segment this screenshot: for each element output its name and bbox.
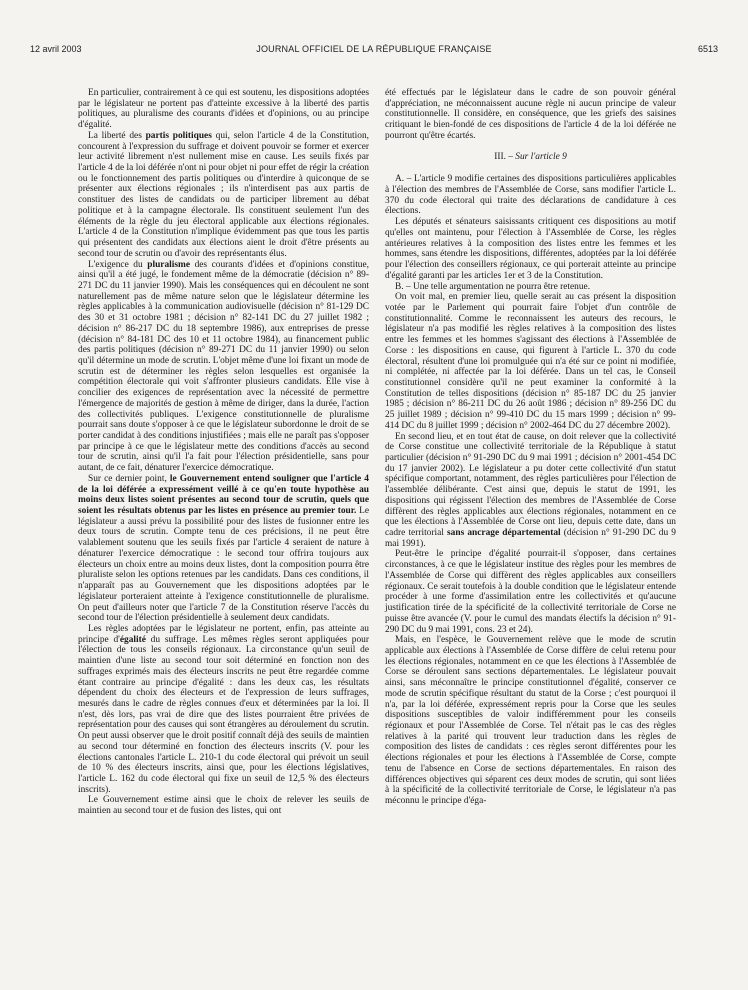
- text-run: La liberté des: [88, 130, 146, 141]
- bold-term: pluralisme: [147, 259, 190, 270]
- paragraph: été effectués par le législateur dans le cadre de son pouvoir général d'appréciation, ne méconnaissent aucune règle ni aucun principe de valeur constitutionnelle. Il considère, en conséquence, que les griefs des saisines critiquant le bien-fondé de ces dispositions de l'article 4 de la loi déférée ne pourront qu'être écartés.: [385, 88, 676, 141]
- text-run: qui, selon l'article 4 de la Constitution, concourent à l'expression du suffrage et doivent pouvoir se former et exercer leur activité librement n'est nullement mise en cause. Les seuils fixés par l'article 4 de la loi déférée n'ont ni pour objet ni pour effet de régir la création ou le fonctionnement des partis politiques ou d'interdire à quiconque de se présenter aux élections régionales ; ils n'interdisent pas aux partis de constituer des listes de candidats ou de participer librement au débat politique et à la campagne électorale. Ils constituent seulement l'un des éléments de la règle du jeu électoral applicable aux élections régionales. L'article 4 de la Constitution n'implique évidemment pas que tous les partis qui présentent des candidats aux élections aient le droit d'être présents au second tour de scrutin ou d'avoir des représentants élus.: [78, 130, 369, 259]
- header-page-number: 6513: [697, 44, 718, 54]
- header-title: JOURNAL OFFICIEL DE LA RÉPUBLIQUE FRANÇAISE: [256, 44, 492, 54]
- paragraph: B. – Une telle argumentation ne pourra être retenue.: [395, 281, 591, 292]
- paragraph: A. – L'article 9 modifie certaines des dispositions particulières applicables à l'élection des membres de l'Assemblée de Corse, sans modifier l'article L. 370 du code électoral qui traite des déclarations de candidature à ces élections.: [385, 174, 676, 217]
- bold-passage: le Gouvernement entend souligner que l'article 4 de la loi déférée a expressément veillé à ce qu'en toute hypothèse au moins deux listes soient présentes au second tour de scrutin, quels que soient les résultats obtenus par les listes en présence au premier tour.: [78, 473, 369, 517]
- right-column: [385, 88, 676, 807]
- paragraph: Le Gouvernement estime ainsi que le choix de relever les seuils de maintien au second tour et de fusion des listes, qui ont: [78, 795, 369, 817]
- paragraph: Peut-être le principe d'égalité pourrait-il s'opposer, dans certaines circonstances, à ce que le législateur institue des règles pour les membres de l'Assemblée de Corse qui diffèrent des règles applicables aux conseillers régionaux. Ce serait toutefois à la double condition que le législateur entende procéder à une forme d'assimilation entre les collectivités et qu'aucune justification tirée de la spécificité de la collectivité territoriale de Corse ne puisse être avancée (V. pour le cumul des mandats électifs la décision n° 91-290 DC du 9 mai 1991, cons. 23 et 24).: [385, 549, 676, 635]
- text-run: Sur ce dernier point,: [88, 473, 170, 484]
- paragraph: [78, 260, 369, 474]
- paragraph: Mais, en l'espèce, le Gouvernement relève que le mode de scrutin applicable aux élections à l'Assemblée de Corse diffère de celui retenu pour les élections régionales, notamment en ce que les élections à l'Assemblée de Corse se déroulent sans sections départementales. Le législateur pouvait ainsi, sans méconnaître le principe constitutionnel d'égalité, conserver ce mode de scrutin spécifique résultant du statut de la Corse ; c'est pourquoi il n'a, par la loi déférée, expressément repris pour la Corse que les seules dispositions susceptibles de valoir indifféremment pour les conseils régionaux et pour l'Assemblée de Corse. Tel n'était pas le cas des règles relatives à la parité qui trouvent leur traduction dans les règles de composition des listes de candidats : ces règles seront différentes pour les élections régionales et pour les élections à l'Assemblée de Corse, compte tenu de l'absence en Corse de sections départementales. En raison des différences objectives qui séparent ces deux modes de scrutin, qui sont liées à la spécificité de la collectivité territoriale de Corse, le législateur n'a pas méconnu le principe d'éga-: [385, 635, 676, 806]
- heading-number: III. –: [494, 151, 516, 162]
- paragraph: En particulier, contrairement à ce qui est soutenu, les dispositions adoptées par le législateur ne portent pas d'atteinte excessive à la liberté des partis politiques, au pluralisme des courants d'idées et d'opinions, ou au principe d'égalité.: [78, 88, 369, 131]
- text-run: du suffrage. Les mêmes règles seront appliquées pour l'élection de tous les conseils régionaux. La circonstance qu'un seuil de maintien d'une liste au second tour soit déterminé en fonction non des suffrages exprimés mais des électeurs inscrits ne peut être regardée comme étant contraire au principe d'égalité : dans les deux cas, les résultats dépendent du choix des électeurs et de l'expression de leurs suffrages, mesurés dans le cadre de règles connues d'eux et déterminées par la loi. Il n'est, dès lors, pas vrai de dire que des listes pourraient être privées de représentation pour des causes qui sont étrangères au déroulement du scrutin. On peut aussi observer que le droit positif connaît déjà des seuils de maintien au second tour déterminé en fonction des électeurs inscrits (V. pour les élections cantonales l'article L. 210-1 du code électoral qui prévoit un seuil de 10 % des électeurs inscrits, ainsi que, pour les élections législatives, l'article L. 162 du code électoral qui fixe un seuil de 12,5 % des électeurs inscrits).: [78, 634, 369, 795]
- bold-term: partis politiques: [145, 130, 212, 141]
- bold-term: sans ancrage départemental: [447, 528, 561, 539]
- bold-term: égalité: [119, 634, 146, 645]
- text-run: Le législateur a aussi prévu la possibilité pour des listes de fusionner entre les deux tours de scrutin. Compte tenu de ces précisions, il ne peut être valablement soutenu que les seuils fixés par l'article 4 seraient de nature à dénaturer l'exercice démocratique : le second tour offrira toujours aux électeurs un choix entre au moins deux listes, dont la composition pourra être pluraliste selon les options retenues par les candidats. Dans ces conditions, il n'apparaît pas au Gouvernement que les dispositions adoptées par le législateur porteraient atteinte à l'exigence constitutionnelle de pluralisme. On peut d'ailleurs noter que l'article 7 de la Constitution réserve l'accès du second tour de l'élection présidentielle à seulement deux candidats.: [78, 506, 369, 624]
- section-heading: [385, 152, 676, 163]
- text-run: Les règles adoptées par le législateur ne portent, enfin, pas atteinte au principe d': [78, 623, 369, 645]
- paragraph: [78, 624, 369, 796]
- header-date: 12 avril 2003: [30, 44, 82, 54]
- page-header: [30, 44, 718, 58]
- heading-title: Sur l'article 9: [515, 151, 567, 162]
- paragraph: [78, 131, 369, 260]
- text-run: L'exigence du: [88, 259, 148, 270]
- text-run: En second lieu, et en tout état de cause, on doit relever que la collectivité de Corse constitue une collectivité territoriale de la République à statut particulier (décision n° 91-290 DC du 9 mai 1991 ; décision n° 2001-454 DC du 17 janvier 2002). Le législateur a pu doter cette collectivité d'un statut spécifique comportant, notamment, des règles particulières pour l'élection de l'assemblée délibérante. C'est ainsi que, depuis le statut de 1991, les dispositions qui régissent l'élection des membres de l'Assemblée de Corse diffèrent des règles applicables aux élections régionales, notamment en ce que les élections à l'Assemblée de Corse ont lieu, depuis cette date, dans un cadre territorial: [385, 431, 676, 539]
- paragraph: [78, 474, 369, 624]
- paragraph: On voit mal, en premier lieu, quelle serait au cas présent la disposition votée par le Parlement qui pourrait faire l'objet d'un contrôle de constitutionnalité. Comme le reconnaissent les auteurs des recours, le législateur n'a pas modifié les règles relatives à la composition des listes entre les femmes et les hommes s'agissant des élections à l'Assemblée de Corse : les dispositions en cause, qui figurent à l'article L. 370 du code électoral, résultent d'une loi promulguée qui n'a été sur ce point ni modifiée, ni complétée, ni affectée par la loi déférée. Dans un tel cas, le Conseil constitutionnel considère qu'il ne peut examiner la conformité à la Constitution de telles dispositions (décision n° 85-187 DC du 25 janvier 1985 ; décision n° 86-211 DC du 26 août 1986 ; décision n° 89-256 DC du 25 juillet 1989 ; décision n° 99-410 DC du 15 mars 1999 ; décision n° 99-414 DC du 8 juillet 1999 ; décision n° 2002-464 DC du 27 décembre 2002).: [385, 292, 676, 431]
- paragraph: Les députés et sénateurs saisissants critiquent ces dispositions au motif qu'elles ont maintenu, pour l'élection à l'Assemblée de Corse, les règles antérieures relatives à la composition des listes entre les femmes et les hommes, sans étendre les dispositions, différentes, adoptées par la loi déférée pour l'élection des conseillers régionaux, ce qui porterait atteinte au principe d'égalité garanti par les articles 1er et 3 de la Constitution.: [385, 217, 676, 281]
- text-run: des courants d'idées et d'opinions constitue, ainsi qu'il a été jugé, le fondement même de la démocratie (décision n° 89-271 DC du 11 janvier 1990). Mais les conséquences qui en découlent ne sont naturellement pas de même nature selon que le législateur détermine les règles applicables à la communication audiovisuelle (décision n° 81-129 DC des 30 et 31 octobre 1981 ; décision n° 82-141 DC du 27 juillet 1982 ; décision n° 86-217 DC du 18 septembre 1986), aux entreprises de presse (décision n° 84-181 DC des 10 et 11 octobre 1984), au financement public des partis politiques (décision n° 89-271 DC du 11 janvier 1990) ou selon qu'il détermine un mode de scrutin. L'objet même d'une loi fixant un mode de scrutin est de déterminer les règles selon lesquelles est organisée la compétition électorale qui voit s'affronter plusieurs candidats. Elle vise à concilier des exigences de représentation avec la nécessité de permettre l'émergence de majorités de gestion à même de diriger, dans la durée, l'action des collectivités publiques. L'exigence constitutionnelle de pluralisme pourrait sans doute s'opposer à ce que le législateur subordonne le droit de se porter candidat à des conditions injustifiées ; mais elle ne paraît pas s'opposer par principe à ce que le législateur mette des conditions d'accès au second tour de scrutin, ainsi qu'il l'a fait pour l'élection présidentielle, sans pour autant, de ce fait, dénaturer l'exercice démocratique.: [78, 259, 369, 474]
- paragraph: [385, 432, 676, 550]
- text-run: (décision n° 91-290 DC du 9 mai 1991).: [385, 528, 676, 549]
- left-column: [78, 88, 369, 817]
